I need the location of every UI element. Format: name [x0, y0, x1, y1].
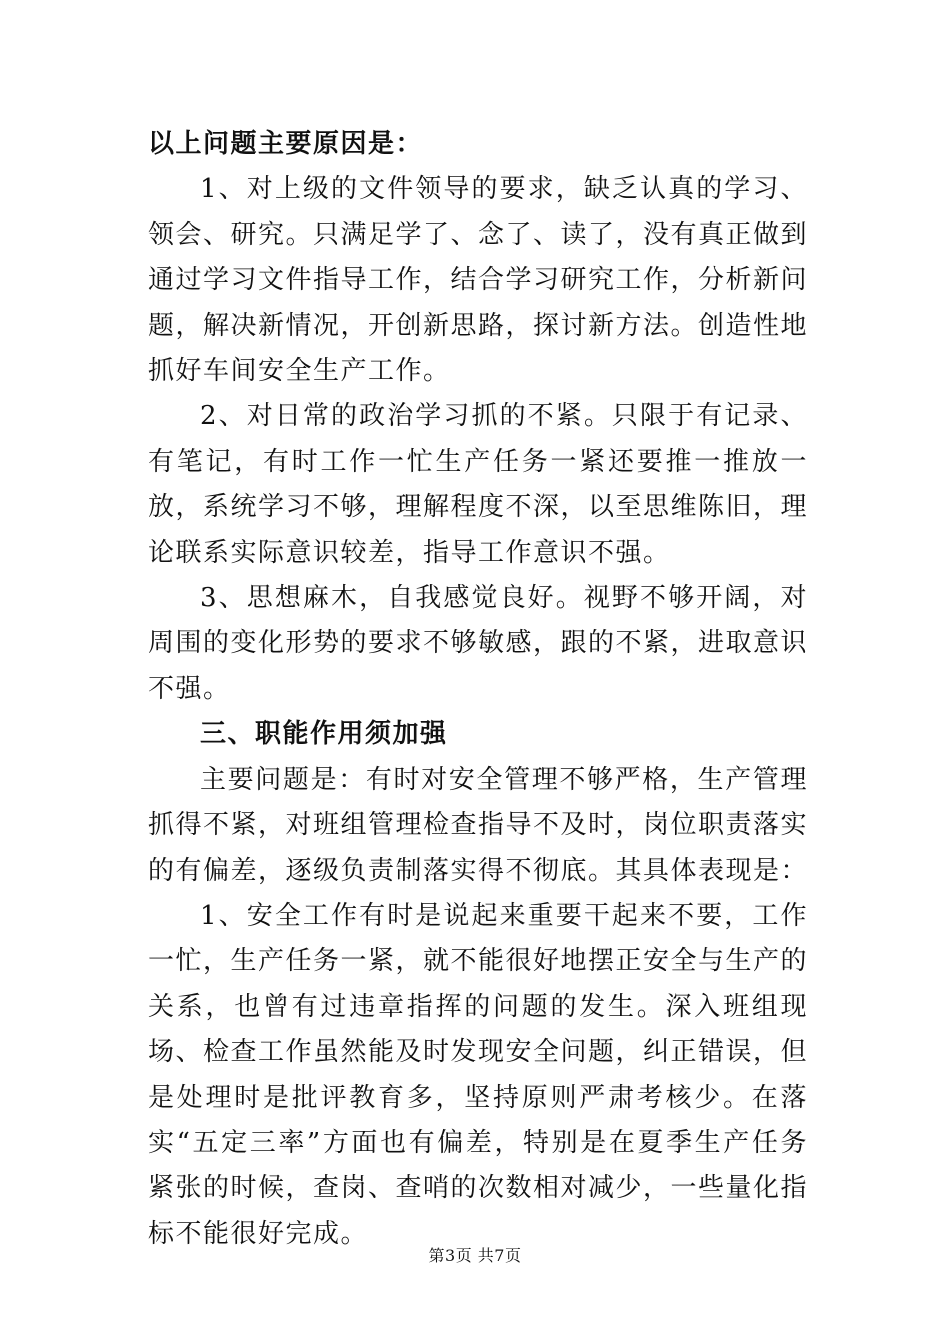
page-number-footer: 第3页 共7页: [428, 1246, 522, 1265]
cause-heading: 以上问题主要原因是：: [148, 129, 424, 159]
paragraph-cause-1: 1、对上级的文件领导的要求，缺乏认真的学习、领会、研究。只满足学了、念了、读了，没有真正做到通过学习文件指导工作，结合学习研究工作，分析新问题，解决新情况，开创新思路，探讨新方法。创造性地抓好车间安全生产工作。: [148, 174, 809, 387]
paragraph-cause-3: 3、思想麻木，自我感觉良好。视野不够开阔，对周围的变化形势的要求不够敏感，跟的不紧，进取意识不强。: [148, 583, 809, 704]
paragraph-main-issues: 主要问题是：有时对安全管理不够严格，生产管理抓得不紧，对班组管理检查指导不及时，岗位职责落实的有偏差，逐级负责制落实得不彻底。其具体表现是：: [148, 764, 809, 886]
document-body: [148, 122, 808, 1257]
section-title: 三、职能作用须加强: [200, 719, 448, 750]
paragraph-issue-1: 1、安全工作有时是说起来重要干起来不要，工作一忙，生产任务一紧，就不能很好地摆正安全与生产的关系，也曾有过违章指挥的问题的发生。深入班组现场、检查工作虽然能及时发现安全问题，纠正错误，但是处理时是批评教育多，坚持原则严肃考核少。在落实“五定三率”方面也有偏差，特别是在夏季生产任务紧张的时候，查岗、查哨的次数相对减少，一些量化指标不能很好完成。: [148, 900, 809, 1249]
paragraph-cause-2: 2、对日常的政治学习抓的不紧。只限于有记录、有笔记，有时工作一忙生产任务一紧还要推一推放一放，系统学习不够，理解程度不深，以至思维陈旧，理论联系实际意识较差，指导工作意识不强。: [148, 401, 809, 568]
